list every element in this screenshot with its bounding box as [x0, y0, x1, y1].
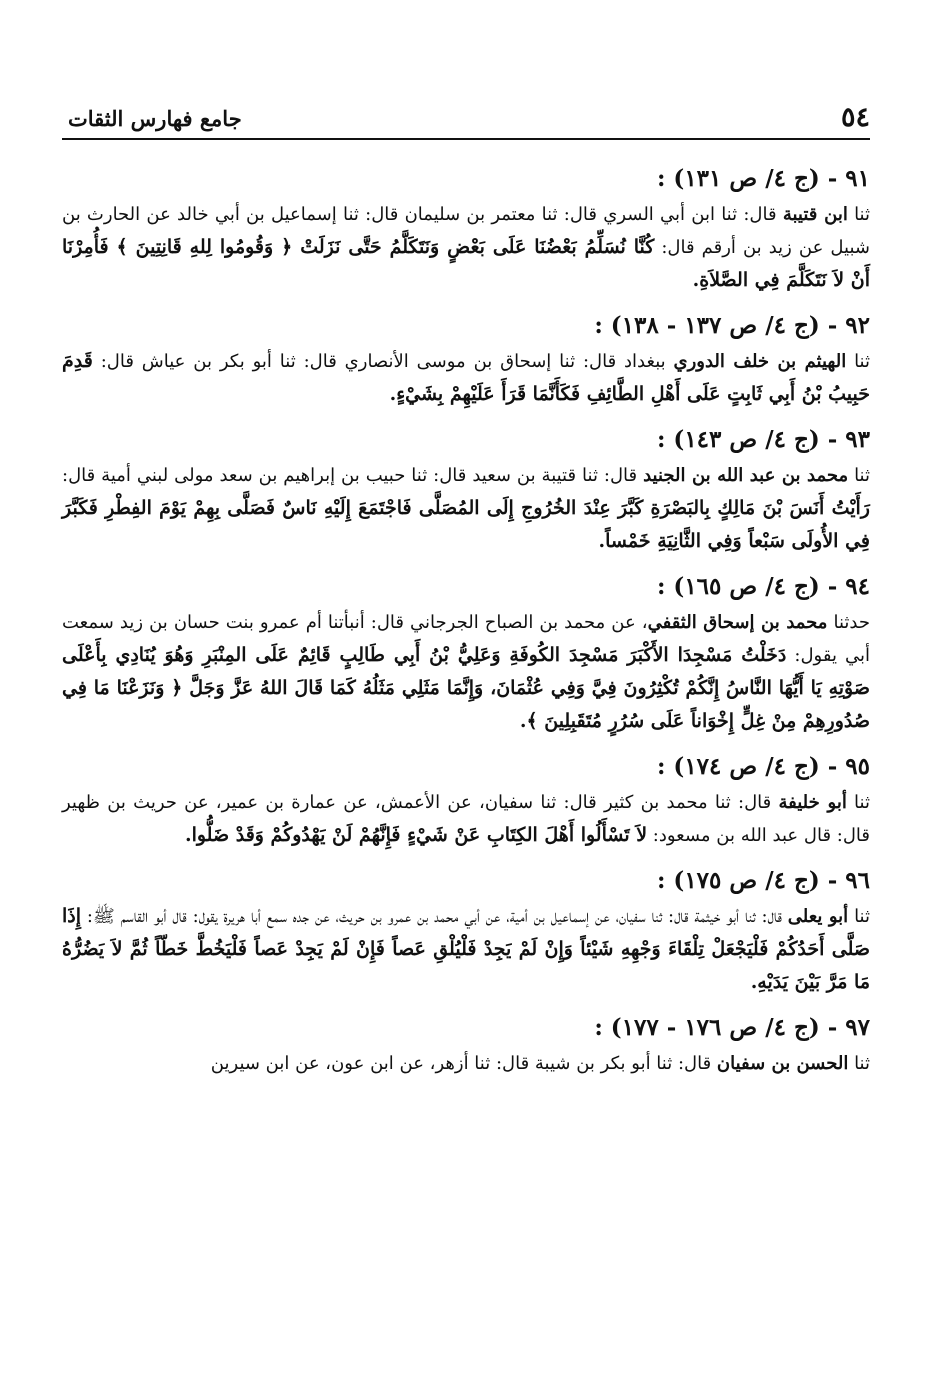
entry-intro: حدثنا [827, 612, 870, 633]
entry-heading: ٩٥ - (ج ٤/ ص ١٧٤) : [656, 753, 870, 780]
entry-93 [62, 421, 870, 558]
entry-body [62, 786, 870, 852]
hadith-text: كُنَّا نُسَلِّمُ بَعْضُنَا عَلَى بَعْضٍ وَنَتَكَلَّمُ حَتَّى نَزَلَتْ ﴿ وَقُومُوا لِلهِ قَانِتِينَ ﴾ فَأُمِرْنَا أَنْ لاَ نَتَكَلَّمَ فِي الصَّلاَةِ. [62, 236, 870, 291]
entry-97 [62, 1009, 870, 1080]
entry-intro: ثنا [848, 465, 871, 486]
entry-heading: ٩٤ - (ج ٤/ ص ١٦٥) : [656, 573, 870, 600]
narrator-name: الهيثم بن خلف الدوري [673, 351, 847, 372]
entry-intro: ثنا [846, 792, 870, 813]
narrator-name: الحسن بن سفيان [716, 1053, 849, 1074]
isnad-text: ببغداد قال: ثنا إسحاق بن موسى الأنصاري قال: ثنا أبو بكر بن عياش قال: [92, 351, 674, 372]
entry-heading: ٩٧ - (ج ٤/ ص ١٧٦ - ١٧٧) : [594, 1014, 870, 1041]
entry-95 [62, 748, 870, 852]
entry-94 [62, 568, 870, 738]
book-page [62, 100, 870, 1090]
entry-heading: ٩٢ - (ج ٤/ ص ١٣٧ - ١٣٨) : [594, 312, 870, 339]
page-number: ٥٤ [840, 102, 870, 133]
isnad-text: قال: ثنا ابن أبي السري قال: ثنا معتمر بن سليمان قال: ثنا إسماعيل بن أبي خالد عن الحارث بن شبيل عن زيد بن أرقم قال: [62, 204, 870, 258]
entry-96 [62, 862, 870, 999]
isnad-text: قال: ثنا أبو بكر بن شيبة قال: ثنا أزهر، عن ابن عون، عن ابن سيرين [210, 1053, 717, 1074]
hadith-text: دَخَلْتُ مَسْجِدَا الأَكْبَرَ مَسْجِدَ الكُوفَةِ وَعَلِيُّ بْنُ أَبِي طَالِبٍ قَائِمٌ عَلَى المِنْبَرِ وَهُوَ يُنَادِي بِأَعْلَى صَوْتِهِ يَا أَيُّهَا النَّاسُ إِنَّكُمْ تُكْثِرُونَ فِيَّ وَفِي عُثْمَانَ، وَإِنَّمَا مَثَلِي مَثَلُهُ كَمَا قَالَ اللهُ عَزَّ وَجَلَّ ﴿ وَنَزَعْنَا مَا فِي صُدُورِهِمْ مِنْ غِلٍّ إِخْوَاناً عَلَى سُرُرٍ مُتَقَبِلِينَ ﴾. [62, 644, 870, 732]
isnad-text: قال: ثنا قتيبة بن سعيد قال: ثنا حبيب بن إبراهيم بن سعد مولى لبني أمية قال: [62, 465, 644, 486]
entry-body [62, 900, 870, 999]
narrator-name: أبو يعلى [787, 906, 849, 927]
entry-body [62, 459, 870, 558]
entry-92 [62, 307, 870, 411]
isnad-text: قال: ثنا محمد بن كثير قال: ثنا سفيان، عن الأعمش، عن عمارة بن عمير، عن حريث بن ظهير قال: قال عبد الله بن مسعود: [62, 792, 870, 846]
isnad-text: ، عن محمد بن الصباح الجرجاني قال: أنبأتنا أم عمرو بنت حسان بن زيد سمعت أبي يقول: [62, 612, 871, 666]
isnad-text: قال: ثنا أبو خيثمة قال: ثنا سفيان، عن إسماعيل بن أمية، عن أبي محمد بن عمرو بن حريث، عن جده سمع أبا هريرة يقول: قال أبو القاسم ﷺ: [81, 906, 788, 927]
entry-body [62, 345, 870, 411]
entry-body [62, 198, 870, 297]
hadith-text: قَدِمَ حَبِيبُ بْنُ أَبِي ثَابِتٍ عَلَى أَهْلِ الطَّائِفِ فَكَأَنَّمَا قَرَأَ عَلَيْهِمْ بِشَيْءٍ. [62, 350, 870, 405]
entry-body [62, 1047, 870, 1080]
hadith-text: إِذَا صَلَّى أَحَدُكُمْ فَلْيَجْعَلْ تِلْقَاءَ وَجْهِهِ شَيْئاً وَإِنْ لَمْ يَجِدْ فَلْيُلْقِ عَصاً فَإِنْ لَمْ يَجِدْ عَصاً فَلْيَخُطَّ خَطّاً ثُمَّ لاَ يَضُرُّهُ مَا مَرَّ بَيْنَ يَدَيْهِ. [62, 905, 870, 993]
entry-intro: ثنا [848, 906, 871, 927]
hadith-text: لاَ تَسْأَلُوا أَهْلَ الكِتَابِ عَنْ شَيْءٍ فَإِنَّهُمْ لَنْ يَهْدُوكُمْ وَقَدْ ضَلُّوا. [184, 824, 648, 846]
entry-91 [62, 160, 870, 297]
entry-intro: ثنا [848, 1053, 870, 1074]
entry-heading: ٩٣ - (ج ٤/ ص ١٤٣) : [656, 426, 870, 453]
narrator-name: أبو خليفة [778, 792, 847, 813]
narrator-name: ابن قتيبة [782, 204, 848, 225]
narrator-name: محمد بن إسحاق الثقفي [647, 612, 828, 633]
entry-body [62, 606, 870, 738]
entry-heading: ٩٦ - (ج ٤/ ص ١٧٥) : [656, 867, 870, 894]
entry-heading: ٩١ - (ج ٤/ ص ١٣١) : [656, 165, 870, 192]
narrator-name: محمد بن عبد الله بن الجنيد [643, 465, 849, 486]
entries-list [62, 160, 870, 1080]
hadith-text: رَأَيْتُ أَنَسَ بْنَ مَالِكٍ بِالبَصْرَةِ كَبَّرَ عِنْدَ الخُرُوجِ إِلَى المُصَلَّى فَاجْتَمَعَ إِلَيْهِ نَاسٌ فَصَلَّى بِهِمْ يَوْمَ الفِطْرِ فَكَبَّرَ فِي الأُولَى سَبْعاً وَفِي الثَّانِيَةِ خَمْساً. [62, 497, 870, 552]
entry-intro: ثنا [846, 351, 870, 372]
running-header [62, 100, 870, 140]
book-title: جامع فهارس الثقات [68, 106, 242, 131]
entry-intro: ثنا [847, 204, 870, 225]
